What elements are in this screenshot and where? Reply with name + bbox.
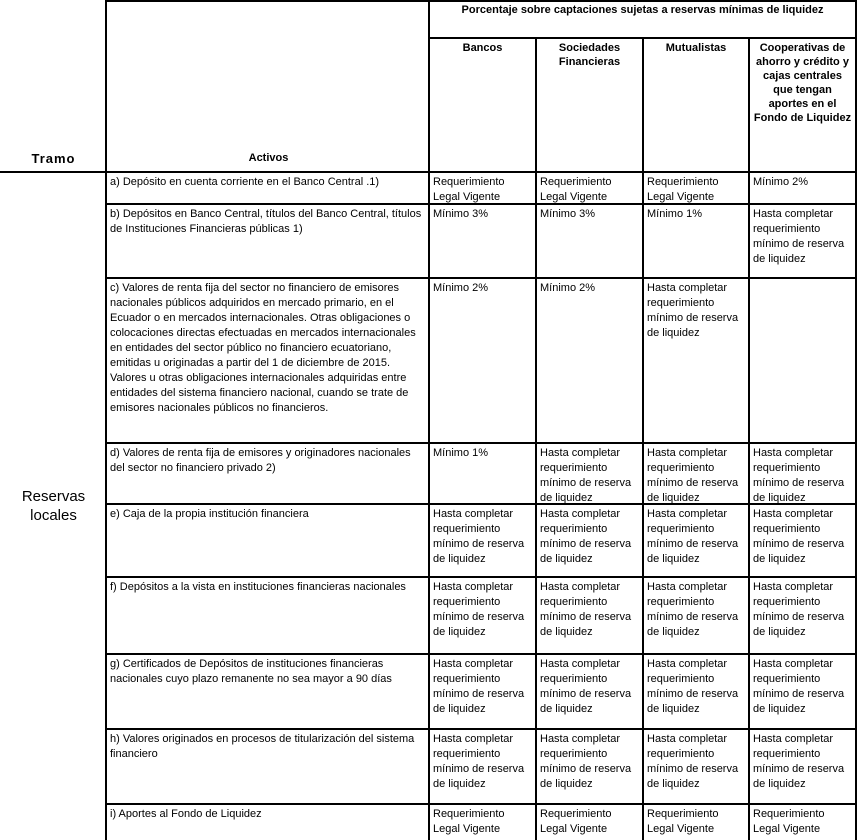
header-col-sociedades: Sociedades Financieras <box>558 42 624 68</box>
row-a-bancos: Requerimiento Legal Vigente <box>433 176 508 203</box>
row-e-activo: e) Caja de la propia institución financiera <box>110 508 309 520</box>
row-e-mutualistas: Hasta completar requerimiento mínimo de reserva de liquidez <box>647 508 742 565</box>
row-a-cooperativas: Mínimo 2% <box>753 176 809 188</box>
row-e-cooperativas: Hasta completar requerimiento mínimo de reserva de liquidez <box>753 508 848 565</box>
header-activos: Activos <box>248 152 289 164</box>
row-d-cooperativas: Hasta completar requerimiento mínimo de reserva de liquidez <box>753 447 848 503</box>
row-c-sociedades: Mínimo 2% <box>540 282 596 294</box>
row-g-sociedades: Hasta completar requerimiento mínimo de reserva de liquidez <box>540 658 635 715</box>
row-d-bancos: Mínimo 1% <box>433 447 489 459</box>
row-g-mutualistas: Hasta completar requerimiento mínimo de reserva de liquidez <box>647 658 742 715</box>
header-col-mutualistas: Mutualistas <box>665 42 727 54</box>
row-b-cooperativas: Hasta completar requerimiento mínimo de reserva de liquidez <box>753 208 848 265</box>
tramo-value: Reservas locales <box>21 488 86 524</box>
row-i-mutualistas: Requerimiento Legal Vigente <box>647 808 722 835</box>
row-h-mutualistas: Hasta completar requerimiento mínimo de reserva de liquidez <box>647 733 742 790</box>
row-c-cooperativas <box>750 279 855 442</box>
row-g-bancos: Hasta completar requerimiento mínimo de reserva de liquidez <box>433 658 528 715</box>
row-c-activo: c) Valores de renta fija del sector no financiero de emisores nacionales públicos adquiridos en mercado primario, en el Ecuador o en mercados internacionales. Otras obligaciones o colocaciones directas efectuadas en mercados internacionales en entidades del sector público no financiero ecuatoriano, emitidas u originadas a partir del 1 de diciembre de 2015. Valores u otras obligaciones internacionales adquiridas entre entidades del sistema financiero nacional, cuando se trate de emisores nacionales públicos no financieros. <box>110 282 424 414</box>
row-c-bancos: Mínimo 2% <box>433 282 489 294</box>
header-group-title: Porcentaje sobre captaciones sujetas a reservas mínimas de liquidez <box>461 4 824 16</box>
header-col-bancos: Bancos <box>462 42 503 54</box>
row-i-sociedades: Requerimiento Legal Vigente <box>540 808 615 835</box>
row-h-activo: h) Valores originados en procesos de titularización del sistema financiero <box>110 733 418 760</box>
row-a-activo: a) Depósito en cuenta corriente en el Banco Central .1) <box>110 176 380 188</box>
row-h-cooperativas: Hasta completar requerimiento mínimo de reserva de liquidez <box>753 733 848 790</box>
row-b-mutualistas: Mínimo 1% <box>647 208 703 220</box>
row-b-activo: b) Depósitos en Banco Central, títulos del Banco Central, títulos de Instituciones Financieras públicas 1) <box>110 208 425 235</box>
row-h-sociedades: Hasta completar requerimiento mínimo de reserva de liquidez <box>540 733 635 790</box>
row-e-bancos: Hasta completar requerimiento mínimo de reserva de liquidez <box>433 508 528 565</box>
row-b-sociedades: Mínimo 3% <box>540 208 596 220</box>
row-i-cooperativas: Requerimiento Legal Vigente <box>753 808 828 835</box>
row-f-mutualistas: Hasta completar requerimiento mínimo de reserva de liquidez <box>647 581 742 638</box>
row-d-mutualistas: Hasta completar requerimiento mínimo de reserva de liquidez <box>647 447 742 503</box>
row-b-bancos: Mínimo 3% <box>433 208 489 220</box>
row-d-activo: d) Valores de renta fija de emisores y originadores nacionales del sector no financiero privado 2) <box>110 447 414 474</box>
row-i-bancos: Requerimiento Legal Vigente <box>433 808 508 835</box>
row-g-activo: g) Certificados de Depósitos de instituciones financieras nacionales cuyo plazo remanente no sea mayor a 90 días <box>110 658 392 685</box>
row-g-cooperativas: Hasta completar requerimiento mínimo de reserva de liquidez <box>753 658 848 715</box>
row-c-mutualistas: Hasta completar requerimiento mínimo de reserva de liquidez <box>647 282 742 339</box>
row-f-activo: f) Depósitos a la vista en instituciones financieras nacionales <box>110 581 406 593</box>
row-f-sociedades: Hasta completar requerimiento mínimo de reserva de liquidez <box>540 581 635 638</box>
row-e-sociedades: Hasta completar requerimiento mínimo de reserva de liquidez <box>540 508 635 565</box>
row-f-cooperativas: Hasta completar requerimiento mínimo de reserva de liquidez <box>753 581 848 638</box>
row-i-activo: i) Aportes al Fondo de Liquidez <box>110 808 262 820</box>
header-col-cooperativas: Cooperativas de ahorro y crédito y cajas centrales que tengan aportes en el Fondo de Liquidez <box>753 42 853 124</box>
row-d-sociedades: Hasta completar requerimiento mínimo de reserva de liquidez <box>540 447 635 503</box>
row-h-bancos: Hasta completar requerimiento mínimo de reserva de liquidez <box>433 733 528 790</box>
row-a-mutualistas: Requerimiento Legal Vigente <box>647 176 722 203</box>
row-a-sociedades: Requerimiento Legal Vigente <box>540 176 615 203</box>
row-f-bancos: Hasta completar requerimiento mínimo de reserva de liquidez <box>433 581 528 638</box>
header-tramo: Tramo <box>31 151 76 166</box>
